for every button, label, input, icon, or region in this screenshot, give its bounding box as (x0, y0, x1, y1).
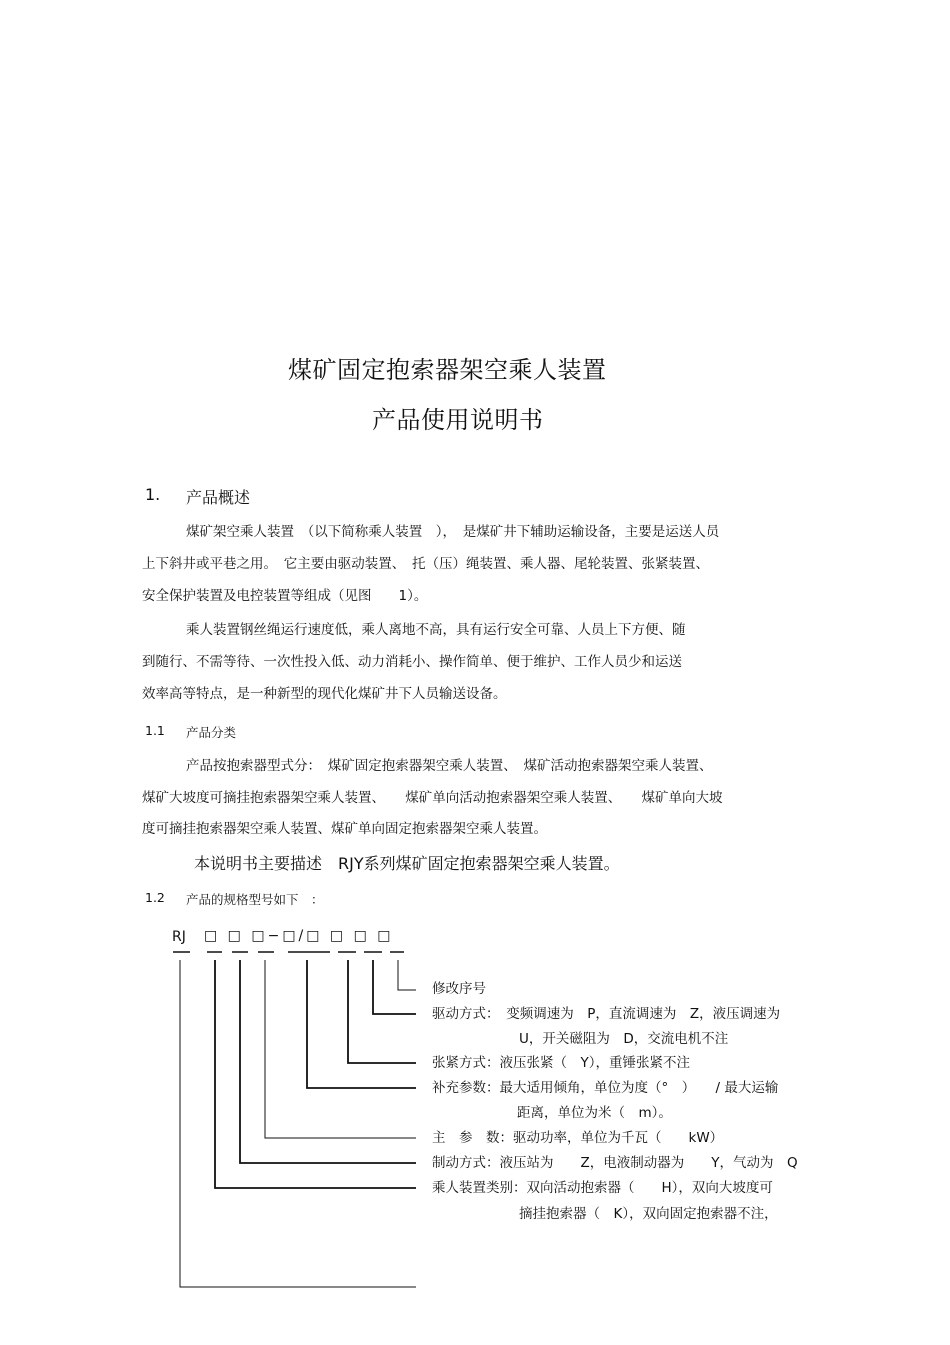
legend-item3: 张紧方式：液压张紧（ Y），重锤张紧不注 (432, 1055, 690, 1071)
document-title-line1: 煤矿固定抱索器架空乘人装置 (288, 356, 607, 384)
section-1-1-para-line1: 产品按抱索器型式分： 煤矿固定抱索器架空乘人装置、 煤矿活动抱索器架空乘人装置、 (186, 758, 713, 774)
legend-item6: 制动方式：液压站为 Z，电液制动器为 Y，气动为 Q (432, 1155, 798, 1171)
leader-item4 (307, 960, 416, 1088)
section-1-2-heading: 产品的规格型号如下 ： (186, 892, 324, 907)
section-1-para2-line1: 乘人装置钢丝绳运行速度低，乘人离地不高，具有运行安全可靠、人员上下方便、随 (186, 622, 686, 638)
leader-item6 (240, 960, 416, 1163)
legend-item2-line2: U，开关磁阻为 D，交流电机不注 (519, 1031, 729, 1047)
leader-item3 (348, 960, 416, 1063)
section-1-1-note: 本说明书主要描述 RJY系列煤矿固定抱索器架空乘人装置。 (194, 854, 620, 873)
section-1-para2-line3: 效率高等特点，是一种新型的现代化煤矿井下人员输送设备。 (142, 686, 507, 702)
legend-item5: 主 参 数：驱动功率，单位为千瓦（ kW） (432, 1130, 724, 1146)
section-1-para1-line2: 上下斜井或平巷之用。 它主要由驱动装置、 托（压）绳装置、乘人器、尾轮装置、张紧装置、 (142, 556, 709, 572)
document-title-line2: 产品使用说明书 (372, 406, 544, 434)
section-1-1-para-line3: 度可摘挂抱索器架空乘人装置、煤矿单向固定抱索器架空乘人装置。 (142, 821, 547, 837)
section-1-1-heading: 产品分类 (186, 725, 237, 740)
legend-item1: 修改序号 (432, 981, 486, 997)
legend-item7-line2: 摘挂抱索器（ K），双向固定抱索器不注， (519, 1206, 778, 1222)
section-1-para1-line3: 安全保护装置及电控装置等组成（见图 1）。 (142, 588, 428, 604)
model-code-boxes: □ □ □−□/□ □ □ □ (204, 928, 394, 944)
section-1-number: 1. (145, 485, 161, 504)
leader-item7 (215, 960, 416, 1188)
section-1-heading: 产品概述 (186, 488, 251, 507)
section-1-1-number: 1.1 (145, 723, 165, 738)
legend-item4-line1: 补充参数：最大适用倾角，单位为度（° ） / 最大运输 (432, 1080, 779, 1096)
legend-item2-line1: 驱动方式： 变频调速为 P，直流调速为 Z，液压调速为 (432, 1006, 781, 1022)
model-prefix: RJ (172, 929, 186, 945)
section-1-1-para-line2: 煤矿大坡度可摘挂抱索器架空乘人装置、 煤矿单向活动抱索器架空乘人装置、 煤矿单向大坡 (142, 790, 723, 806)
section-1-para2-line2: 到随行、不需等待、一次性投入低、动力消耗小、操作简单、便于维护、工作人员少和运送 (142, 654, 682, 670)
section-1-2-number: 1.2 (145, 890, 165, 905)
leader-item1 (398, 960, 416, 990)
legend-item7-line1: 乘人装置类别：双向活动抱索器（ H），双向大坡度可 (432, 1180, 773, 1196)
leader-item2 (373, 960, 416, 1014)
section-1-para1-line1: 煤矿架空乘人装置 （以下简称乘人装置 ）， 是煤矿井下辅助运输设备，主要是运送人员 (186, 524, 720, 540)
leader-item5 (265, 960, 416, 1138)
legend-item4-line2: 距离，单位为米（ m）。 (517, 1105, 672, 1121)
